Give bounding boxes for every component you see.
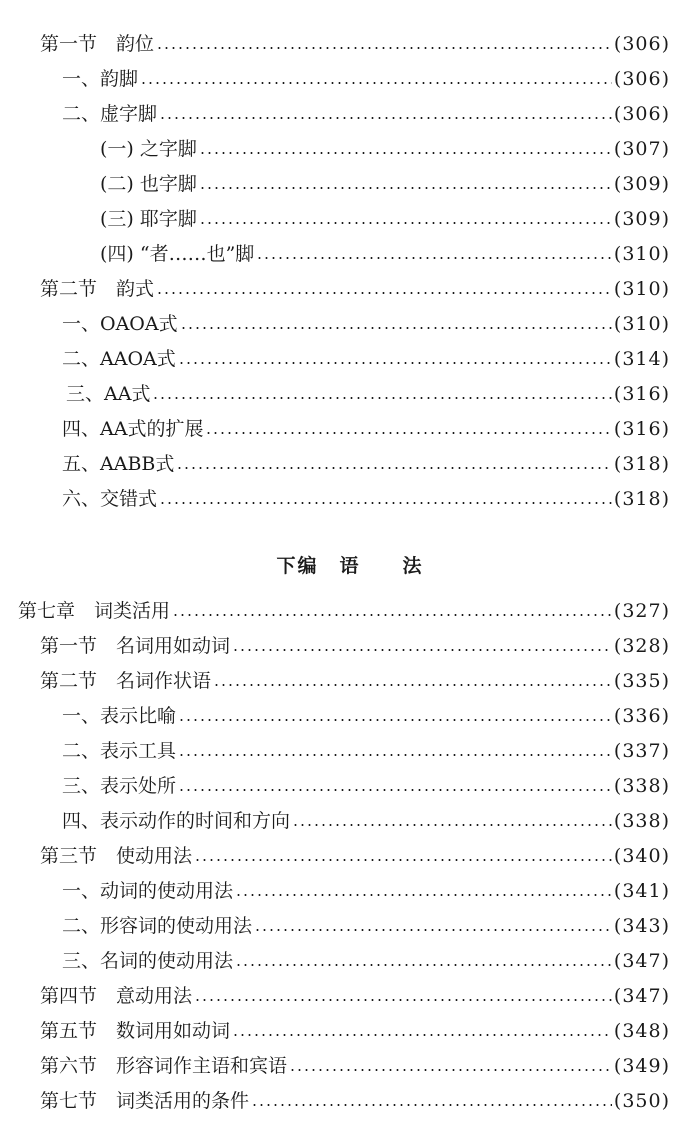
- dot-leader: [178, 719, 612, 721]
- toc-entry-item: [62, 803, 670, 839]
- toc-entry-subitem: [100, 131, 670, 167]
- dot-leader: [159, 502, 612, 504]
- entry-label: (一) 之字脚: [100, 138, 197, 160]
- entry-label: (四) “者……也”脚: [100, 243, 255, 265]
- entry-label: 四、AA式的扩展: [62, 418, 204, 440]
- dot-leader: [178, 789, 612, 791]
- toc-entry-section: [40, 663, 670, 699]
- entry-label: 第四节 意动用法: [40, 985, 193, 1007]
- entry-page-number: (335): [613, 670, 670, 692]
- entry-label: 第六节 形容词作主语和宾语: [40, 1055, 288, 1077]
- dot-leader: [205, 432, 611, 434]
- toc-entry-item: [62, 733, 670, 769]
- entry-label: 第二节 名词作状语: [40, 670, 212, 692]
- entry-label: 五、AABB式: [62, 453, 175, 475]
- dot-leader: [199, 152, 612, 154]
- toc-entry-subitem: [100, 201, 670, 237]
- part-title: [0, 548, 700, 584]
- entry-page-number: (343): [613, 915, 670, 937]
- entry-page-number: (318): [613, 488, 670, 510]
- toc-entry-subitem: [100, 166, 670, 202]
- toc-entry-item: [62, 446, 670, 482]
- entry-label: 六、交错式: [62, 488, 158, 510]
- entry-label: 二、表示工具: [62, 740, 177, 762]
- toc-entry-item: [66, 376, 670, 412]
- toc-entry-chapter: [18, 593, 670, 629]
- dot-leader: [152, 397, 611, 399]
- entry-label: (三) 耶字脚: [100, 208, 197, 230]
- dot-leader: [156, 47, 612, 49]
- toc-entry-item: [62, 768, 670, 804]
- dot-leader: [213, 684, 612, 686]
- entry-page-number: (309): [613, 173, 670, 195]
- entry-label: 第三节 使动用法: [40, 845, 193, 867]
- toc-entry-section: [40, 26, 670, 62]
- entry-label: 第一节 韵位: [40, 33, 155, 55]
- toc-entry-item: [62, 698, 670, 734]
- entry-page-number: (336): [613, 705, 670, 727]
- entry-label: 四、表示动作的时间和方向: [62, 810, 291, 832]
- dot-leader: [194, 999, 612, 1001]
- entry-label: (二) 也字脚: [100, 173, 197, 195]
- entry-page-number: (306): [613, 68, 670, 90]
- dot-leader: [251, 1104, 612, 1106]
- dot-leader: [140, 82, 612, 84]
- dot-leader: [178, 362, 612, 364]
- entry-label: 第五节 数词用如动词: [40, 1020, 231, 1042]
- entry-page-number: (338): [613, 810, 670, 832]
- entry-page-number: (341): [613, 880, 670, 902]
- dot-leader: [199, 187, 612, 189]
- entry-page-number: (316): [613, 383, 670, 405]
- entry-page-number: (328): [613, 635, 670, 657]
- entry-page-number: (310): [613, 313, 670, 335]
- toc-entry-item: [62, 908, 670, 944]
- toc-entry-section: [40, 978, 670, 1014]
- dot-leader: [156, 292, 612, 294]
- toc-entry-item: [62, 873, 670, 909]
- toc-entry-section: [40, 838, 670, 874]
- entry-label: 二、虚字脚: [62, 103, 158, 125]
- entry-label: 一、韵脚: [62, 68, 139, 90]
- entry-label: 一、表示比喻: [62, 705, 177, 727]
- entry-label: 三、AA式: [66, 383, 151, 405]
- dot-leader: [159, 117, 612, 119]
- toc-entry-item: [62, 306, 670, 342]
- toc-entry-item: [62, 943, 670, 979]
- toc-entry-item: [62, 96, 670, 132]
- entry-page-number: (306): [613, 103, 670, 125]
- dot-leader: [178, 754, 612, 756]
- entry-label: 第七节 词类活用的条件: [40, 1090, 250, 1112]
- dot-leader: [194, 859, 612, 861]
- toc-entry-item: [62, 61, 670, 97]
- entry-page-number: (349): [613, 1055, 670, 1077]
- entry-label: 第一节 名词用如动词: [40, 635, 231, 657]
- entry-label: 二、AAOA式: [62, 348, 176, 370]
- toc-entry-section: [40, 1048, 670, 1084]
- entry-page-number: (350): [613, 1090, 670, 1112]
- entry-page-number: (309): [613, 208, 670, 230]
- toc-entry-item: [62, 341, 670, 377]
- entry-label: 一、动词的使动用法: [62, 880, 234, 902]
- entry-page-number: (314): [613, 348, 670, 370]
- entry-page-number: (348): [613, 1020, 670, 1042]
- entry-label: 三、表示处所: [62, 775, 177, 797]
- toc-entry-section: [40, 628, 670, 664]
- toc-entry-subitem: [100, 236, 670, 272]
- entry-label: 第二节 韵式: [40, 278, 155, 300]
- dot-leader: [254, 929, 612, 931]
- toc-entry-item: [62, 481, 670, 517]
- entry-page-number: (310): [613, 243, 670, 265]
- entry-page-number: (318): [613, 453, 670, 475]
- toc-entry-section: [40, 1083, 670, 1119]
- dot-leader: [292, 824, 612, 826]
- toc-entry-section: [40, 271, 670, 307]
- toc-entry-item: [62, 411, 670, 447]
- entry-page-number: (316): [613, 418, 670, 440]
- dot-leader: [180, 327, 612, 329]
- entry-page-number: (310): [613, 278, 670, 300]
- entry-label: 第七章 词类活用: [18, 600, 171, 622]
- dot-leader: [289, 1069, 612, 1071]
- entry-label: 一、OAOA式: [62, 313, 178, 335]
- entry-page-number: (337): [613, 740, 670, 762]
- toc-entry-section: [40, 1013, 670, 1049]
- entry-page-number: (347): [613, 985, 670, 1007]
- dot-leader: [232, 1034, 612, 1036]
- entry-page-number: (340): [613, 845, 670, 867]
- dot-leader: [256, 257, 612, 259]
- entry-page-number: (307): [613, 138, 670, 160]
- entry-page-number: (338): [613, 775, 670, 797]
- entry-page-number: (306): [613, 33, 670, 55]
- entry-page-number: (347): [613, 950, 670, 972]
- part-title-text: 下编 语 法: [276, 555, 424, 577]
- dot-leader: [176, 467, 612, 469]
- dot-leader: [235, 964, 612, 966]
- entry-page-number: (327): [613, 600, 670, 622]
- dot-leader: [172, 614, 612, 616]
- dot-leader: [232, 649, 612, 651]
- dot-leader: [199, 222, 612, 224]
- entry-label: 三、名词的使动用法: [62, 950, 234, 972]
- entry-label: 二、形容词的使动用法: [62, 915, 253, 937]
- dot-leader: [235, 894, 612, 896]
